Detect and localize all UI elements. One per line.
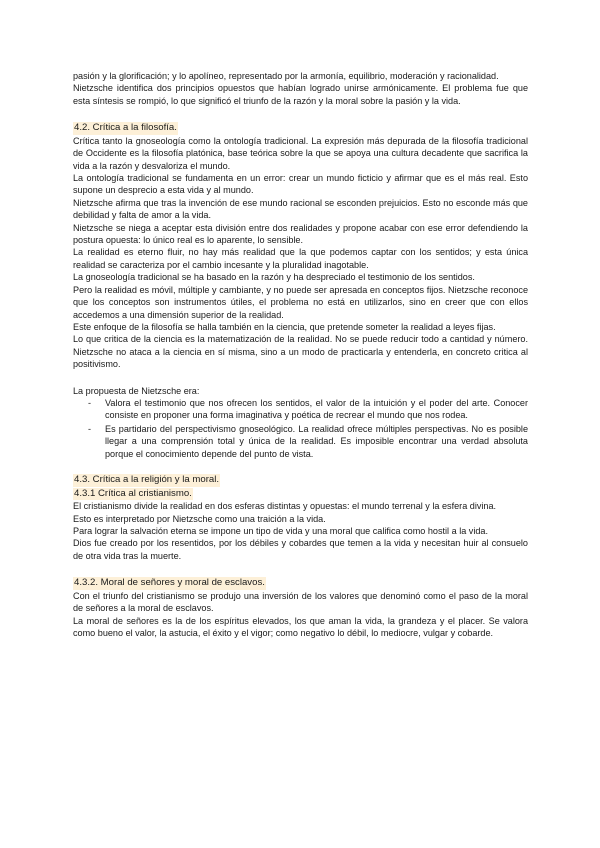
paragraph: La realidad es eterno fluir, no hay más realidad que la que podemos captar con los sentidos; y esta única realidad se caracteriza por el cambio incesante y la pluralidad inagotable. (73, 247, 528, 270)
paragraph: Crítica tanto la gnoseología como la ontología tradicional. La expresión más depurada de la filosofía tradicional de Occidente es la filosofía platónica, base teórica sobre la que se apoya una cultura decadente que sacrifica la vida a la razón y desvaloriza el mundo. (73, 135, 528, 171)
subsection-heading-christianity: 4.3.1 Crítica al cristianismo. (74, 487, 192, 499)
list-item-text: Valora el testimonio que nos ofrecen los sentidos, el valor de la intuición y el poder del arte. Conocer consiste en proponer una forma imaginativa y poética de recrear el mundo que nos rodea. (105, 397, 528, 421)
proposal-intro: La propuesta de Nietzsche era: (73, 385, 200, 396)
list-item (73, 423, 528, 460)
section-heading-philosophy: 4.2. Crítica a la filosofía. (74, 122, 177, 134)
paragraph: Nietzsche afirma que tras la invención de ese mundo racional se esconden prejuicios. Esto no esconde más que debilidad y falta de amor a la vida. (73, 197, 528, 221)
paragraph: La moral de señores es la de los espíritus elevados, los que aman la vida, la grandeza y el placer. Se valora como bueno el valor, la astucia, el éxito y el vigor; como negativo lo débil, lo mediocre, vulgar y cobarde. (73, 615, 528, 638)
paragraph: Para lograr la salvación eterna se impone un tipo de vida y una moral que califica como hostil a la vida. (73, 525, 489, 536)
bullet-dash: - (88, 397, 92, 408)
subsection-heading-morals: 4.3.2. Moral de señores y moral de esclavos. (74, 577, 265, 589)
paragraph: Nietzsche se niega a aceptar esta división entre dos realidades y propone acabar con ese error defendiendo la postura opuesta: lo único real es lo aparente, lo sensible. (73, 222, 528, 246)
paragraph: Esto es interpretado por Nietzsche como una traición a la vida. (73, 513, 326, 524)
paragraph: Dios fue creado por los resentidos, por los débiles y cobardes que temen a la vida y necesitan huir al consuelo de otra vida tras la muerte. (73, 538, 528, 561)
paragraph: Lo que critica de la ciencia es la matematización de la realidad. No se puede reducir todo a cantidad y número. Nietzsche no ataca a la ciencia en sí misma, sino a un modo de practicarla y entenderla, en concreto critica al positivismo. (73, 334, 528, 370)
paragraph: Con el triunfo del cristianismo se produjo una inversión de los valores que denominó como el paso de la moral de señores a la moral de esclavos. (73, 590, 528, 614)
document-page (73, 70, 528, 639)
paragraph: El cristianismo divide la realidad en dos esferas distintas y opuestas: el mundo terrenal y la esfera divina. (73, 501, 497, 512)
section-heading-religion: 4.3. Crítica a la religión y la moral. (74, 473, 220, 485)
proposal-list (73, 397, 528, 460)
paragraph: La ontología tradicional se fundamenta en un error: crear un mundo ficticio y afirmar que es el más real. Esto supone un desprecio a esta vida y al mundo. (73, 173, 528, 196)
paragraph: Nietzsche identifica dos principios opuestos que habían logrado unirse armónicamente. El problema fue que esta síntesis se rompió, lo que significó el triunfo de la razón y la moral sobre la pasión y la vida. (73, 83, 528, 106)
list-item (73, 397, 528, 422)
list-item-text: Es partidario del perspectivismo gnoseológico. La realidad ofrece múltiples perspectivas. No es posible llegar a una comprensión total y única de la realidad. Es imposible encontrar una verdad absoluta porque el conocimiento depende del punto de vista. (105, 423, 528, 459)
paragraph: La gnoseología tradicional se ha basado en la razón y ha despreciado el testimonio de los sentidos. (73, 272, 475, 283)
paragraph: Este enfoque de la filosofía se halla también en la ciencia, que pretende someter la realidad a leyes fijas. (73, 321, 496, 332)
paragraph: Pero la realidad es móvil, múltiple y cambiante, y no puede ser apresada en conceptos fijos. Nietzsche reconoce que los conceptos son instrumentos útiles, el problema no está en utilizarlos, sino en creer que con ellos accedemos a una dimensión superior de la realidad. (73, 284, 528, 320)
paragraph: pasión y la glorificación; y lo apolíneo, representado por la armonía, equilibrio, moderación y racionalidad. (73, 71, 499, 81)
bullet-dash: - (88, 423, 92, 434)
